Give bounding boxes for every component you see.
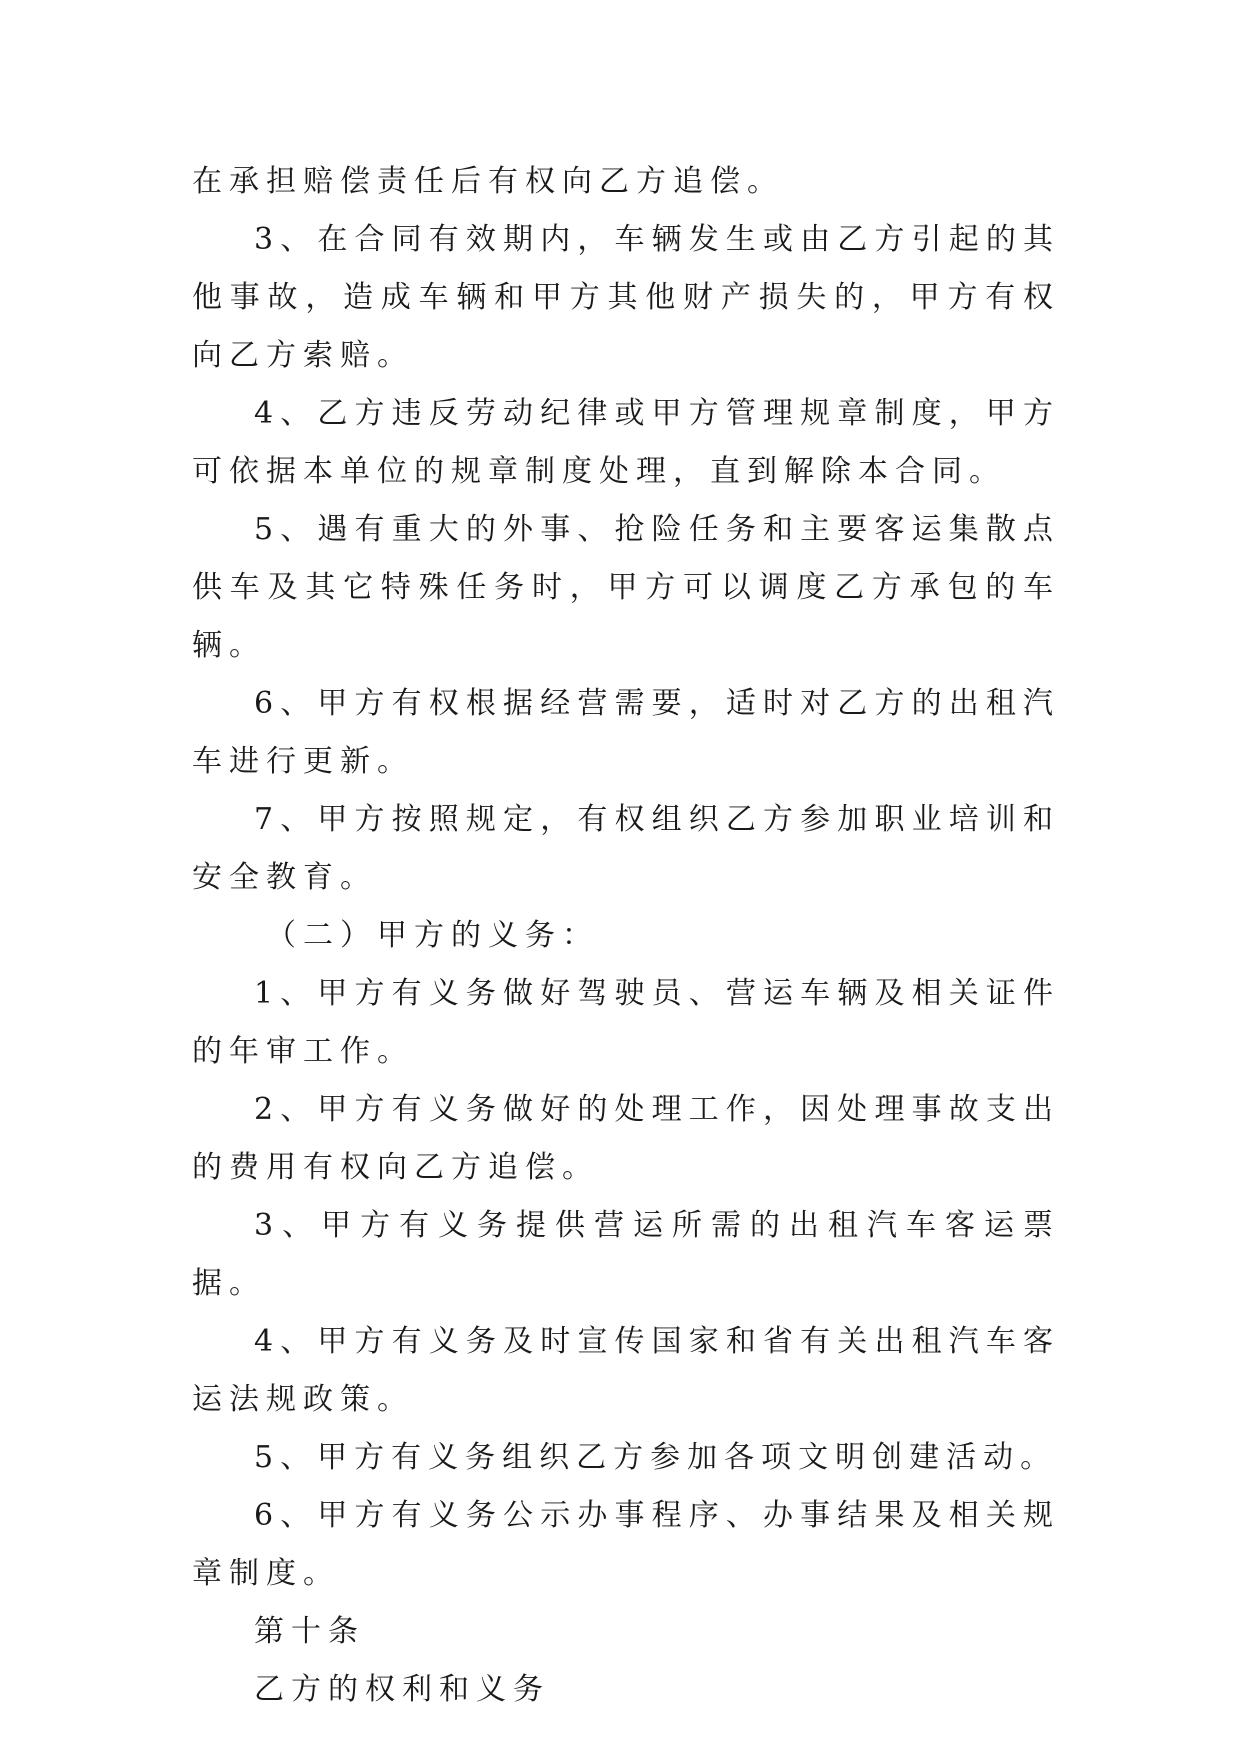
article-title: 乙方的权利和义务 [254,1672,550,1707]
paragraph-obligation-4: 4、甲方有义务及时宣传国家和省有关出租汽车客运法规政策。 [192,1324,1060,1417]
paragraph-continuation: 在承担赔偿责任后有权向乙方追偿。 [192,164,784,199]
paragraph-obligation-2: 2、甲方有义务做好的处理工作，因处理事故支出的费用有权向乙方追偿。 [192,1092,1060,1185]
paragraph-item-7-training: 7、甲方按照规定，有权组织乙方参加职业培训和安全教育。 [192,802,1060,895]
paragraph-obligation-3: 3、甲方有义务提供营运所需的出租汽车客运票据。 [192,1208,1060,1301]
paragraph-item-6-vehicle-update: 6、甲方有权根据经营需要，适时对乙方的出租汽车进行更新。 [192,686,1060,779]
paragraph-obligation-6: 6、甲方有义务公示办事程序、办事结果及相关规章制度。 [192,1498,1060,1591]
paragraph-obligation-5: 5、甲方有义务组织乙方参加各项文明创建活动。 [254,1440,1058,1475]
paragraph-obligation-1: 1、甲方有义务做好驾驶员、营运车辆及相关证件的年审工作。 [192,976,1060,1069]
document-body [192,153,1060,1719]
paragraph-item-3-accident-claim: 3、在合同有效期内，车辆发生或由乙方引起的其他事故，造成车辆和甲方其他财产损失的，甲方有权向乙方索赔。 [192,222,1060,373]
paragraph-item-5-dispatch: 5、遇有重大的外事、抢险任务和主要客运集散点供车及其它特殊任务时，甲方可以调度乙方承包的车辆。 [192,512,1060,663]
article-number: 第十条 [254,1614,365,1649]
paragraph-item-4-discipline: 4、乙方违反劳动纪律或甲方管理规章制度，甲方可依据本单位的规章制度处理，直到解除本合同。 [192,396,1060,489]
section-heading-party-a-obligations: （二）甲方的义务： [266,918,599,953]
